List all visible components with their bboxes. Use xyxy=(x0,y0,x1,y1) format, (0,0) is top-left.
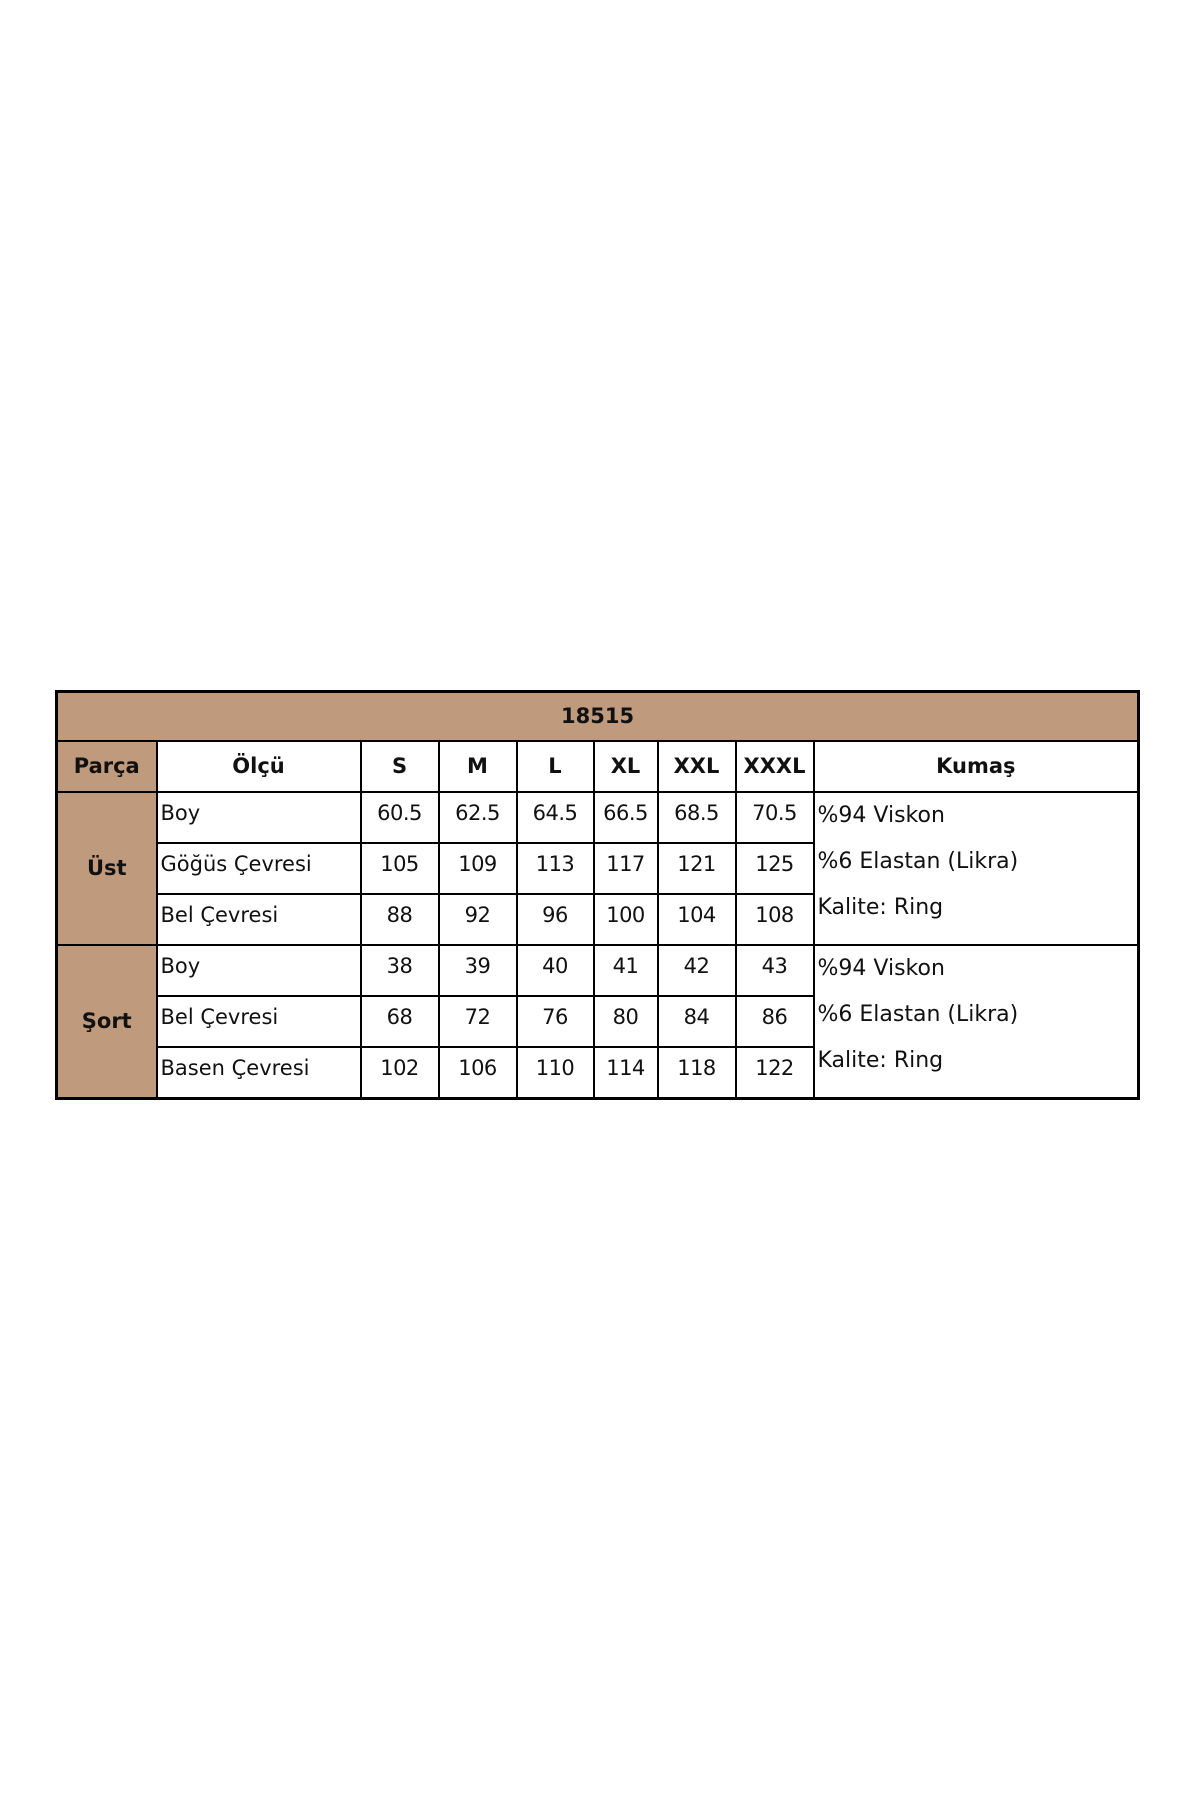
fabric-info-sort xyxy=(814,945,1139,1099)
fabric-line: %94 Viskon xyxy=(817,803,945,828)
fabric-line: Kalite: Ring xyxy=(817,1048,944,1073)
size-value: 109 xyxy=(439,843,517,894)
size-value: 86 xyxy=(736,996,814,1047)
size-chart-table xyxy=(55,690,1140,1100)
size-value: 118 xyxy=(658,1047,736,1099)
fabric-line: %94 Viskon xyxy=(817,956,945,981)
table-row xyxy=(57,945,1139,996)
size-value: 105 xyxy=(361,843,439,894)
header-size-xl: XL xyxy=(594,741,658,792)
section-label-ust: Üst xyxy=(57,792,157,945)
table-row xyxy=(57,792,1139,843)
fabric-line: %6 Elastan (Likra) xyxy=(817,849,1019,874)
header-row xyxy=(57,741,1139,792)
size-value: 104 xyxy=(658,894,736,945)
size-value: 60.5 xyxy=(361,792,439,843)
size-value: 108 xyxy=(736,894,814,945)
size-value: 76 xyxy=(517,996,594,1047)
size-value: 38 xyxy=(361,945,439,996)
size-value: 106 xyxy=(439,1047,517,1099)
row-label: Boy xyxy=(157,945,361,996)
size-value: 114 xyxy=(594,1047,658,1099)
size-value: 117 xyxy=(594,843,658,894)
size-value: 39 xyxy=(439,945,517,996)
size-value: 102 xyxy=(361,1047,439,1099)
fabric-info-ust xyxy=(814,792,1139,945)
fabric-line: Kalite: Ring xyxy=(817,895,944,920)
row-label: Göğüs Çevresi xyxy=(157,843,361,894)
size-value: 96 xyxy=(517,894,594,945)
size-value: 64.5 xyxy=(517,792,594,843)
header-size-xxl: XXL xyxy=(658,741,736,792)
chart-title: 18515 xyxy=(57,692,1139,742)
row-label: Boy xyxy=(157,792,361,843)
size-value: 62.5 xyxy=(439,792,517,843)
size-value: 122 xyxy=(736,1047,814,1099)
header-size-m: M xyxy=(439,741,517,792)
size-value: 40 xyxy=(517,945,594,996)
header-measure: Ölçü xyxy=(157,741,361,792)
row-label: Bel Çevresi xyxy=(157,894,361,945)
size-value: 121 xyxy=(658,843,736,894)
size-value: 68 xyxy=(361,996,439,1047)
size-value: 84 xyxy=(658,996,736,1047)
header-size-xxxl: XXXL xyxy=(736,741,814,792)
size-value: 70.5 xyxy=(736,792,814,843)
size-value: 88 xyxy=(361,894,439,945)
section-label-sort: Şort xyxy=(57,945,157,1099)
size-value: 92 xyxy=(439,894,517,945)
size-value: 125 xyxy=(736,843,814,894)
fabric-line: %6 Elastan (Likra) xyxy=(817,1002,1019,1027)
size-value: 43 xyxy=(736,945,814,996)
size-value: 72 xyxy=(439,996,517,1047)
size-value: 42 xyxy=(658,945,736,996)
size-value: 100 xyxy=(594,894,658,945)
title-row xyxy=(57,692,1139,742)
header-fabric: Kumaş xyxy=(814,741,1139,792)
size-value: 41 xyxy=(594,945,658,996)
size-value: 68.5 xyxy=(658,792,736,843)
size-value: 66.5 xyxy=(594,792,658,843)
size-value: 110 xyxy=(517,1047,594,1099)
size-value: 113 xyxy=(517,843,594,894)
header-size-s: S xyxy=(361,741,439,792)
size-value: 80 xyxy=(594,996,658,1047)
header-part: Parça xyxy=(57,741,157,792)
row-label: Basen Çevresi xyxy=(157,1047,361,1099)
header-size-l: L xyxy=(517,741,594,792)
row-label: Bel Çevresi xyxy=(157,996,361,1047)
